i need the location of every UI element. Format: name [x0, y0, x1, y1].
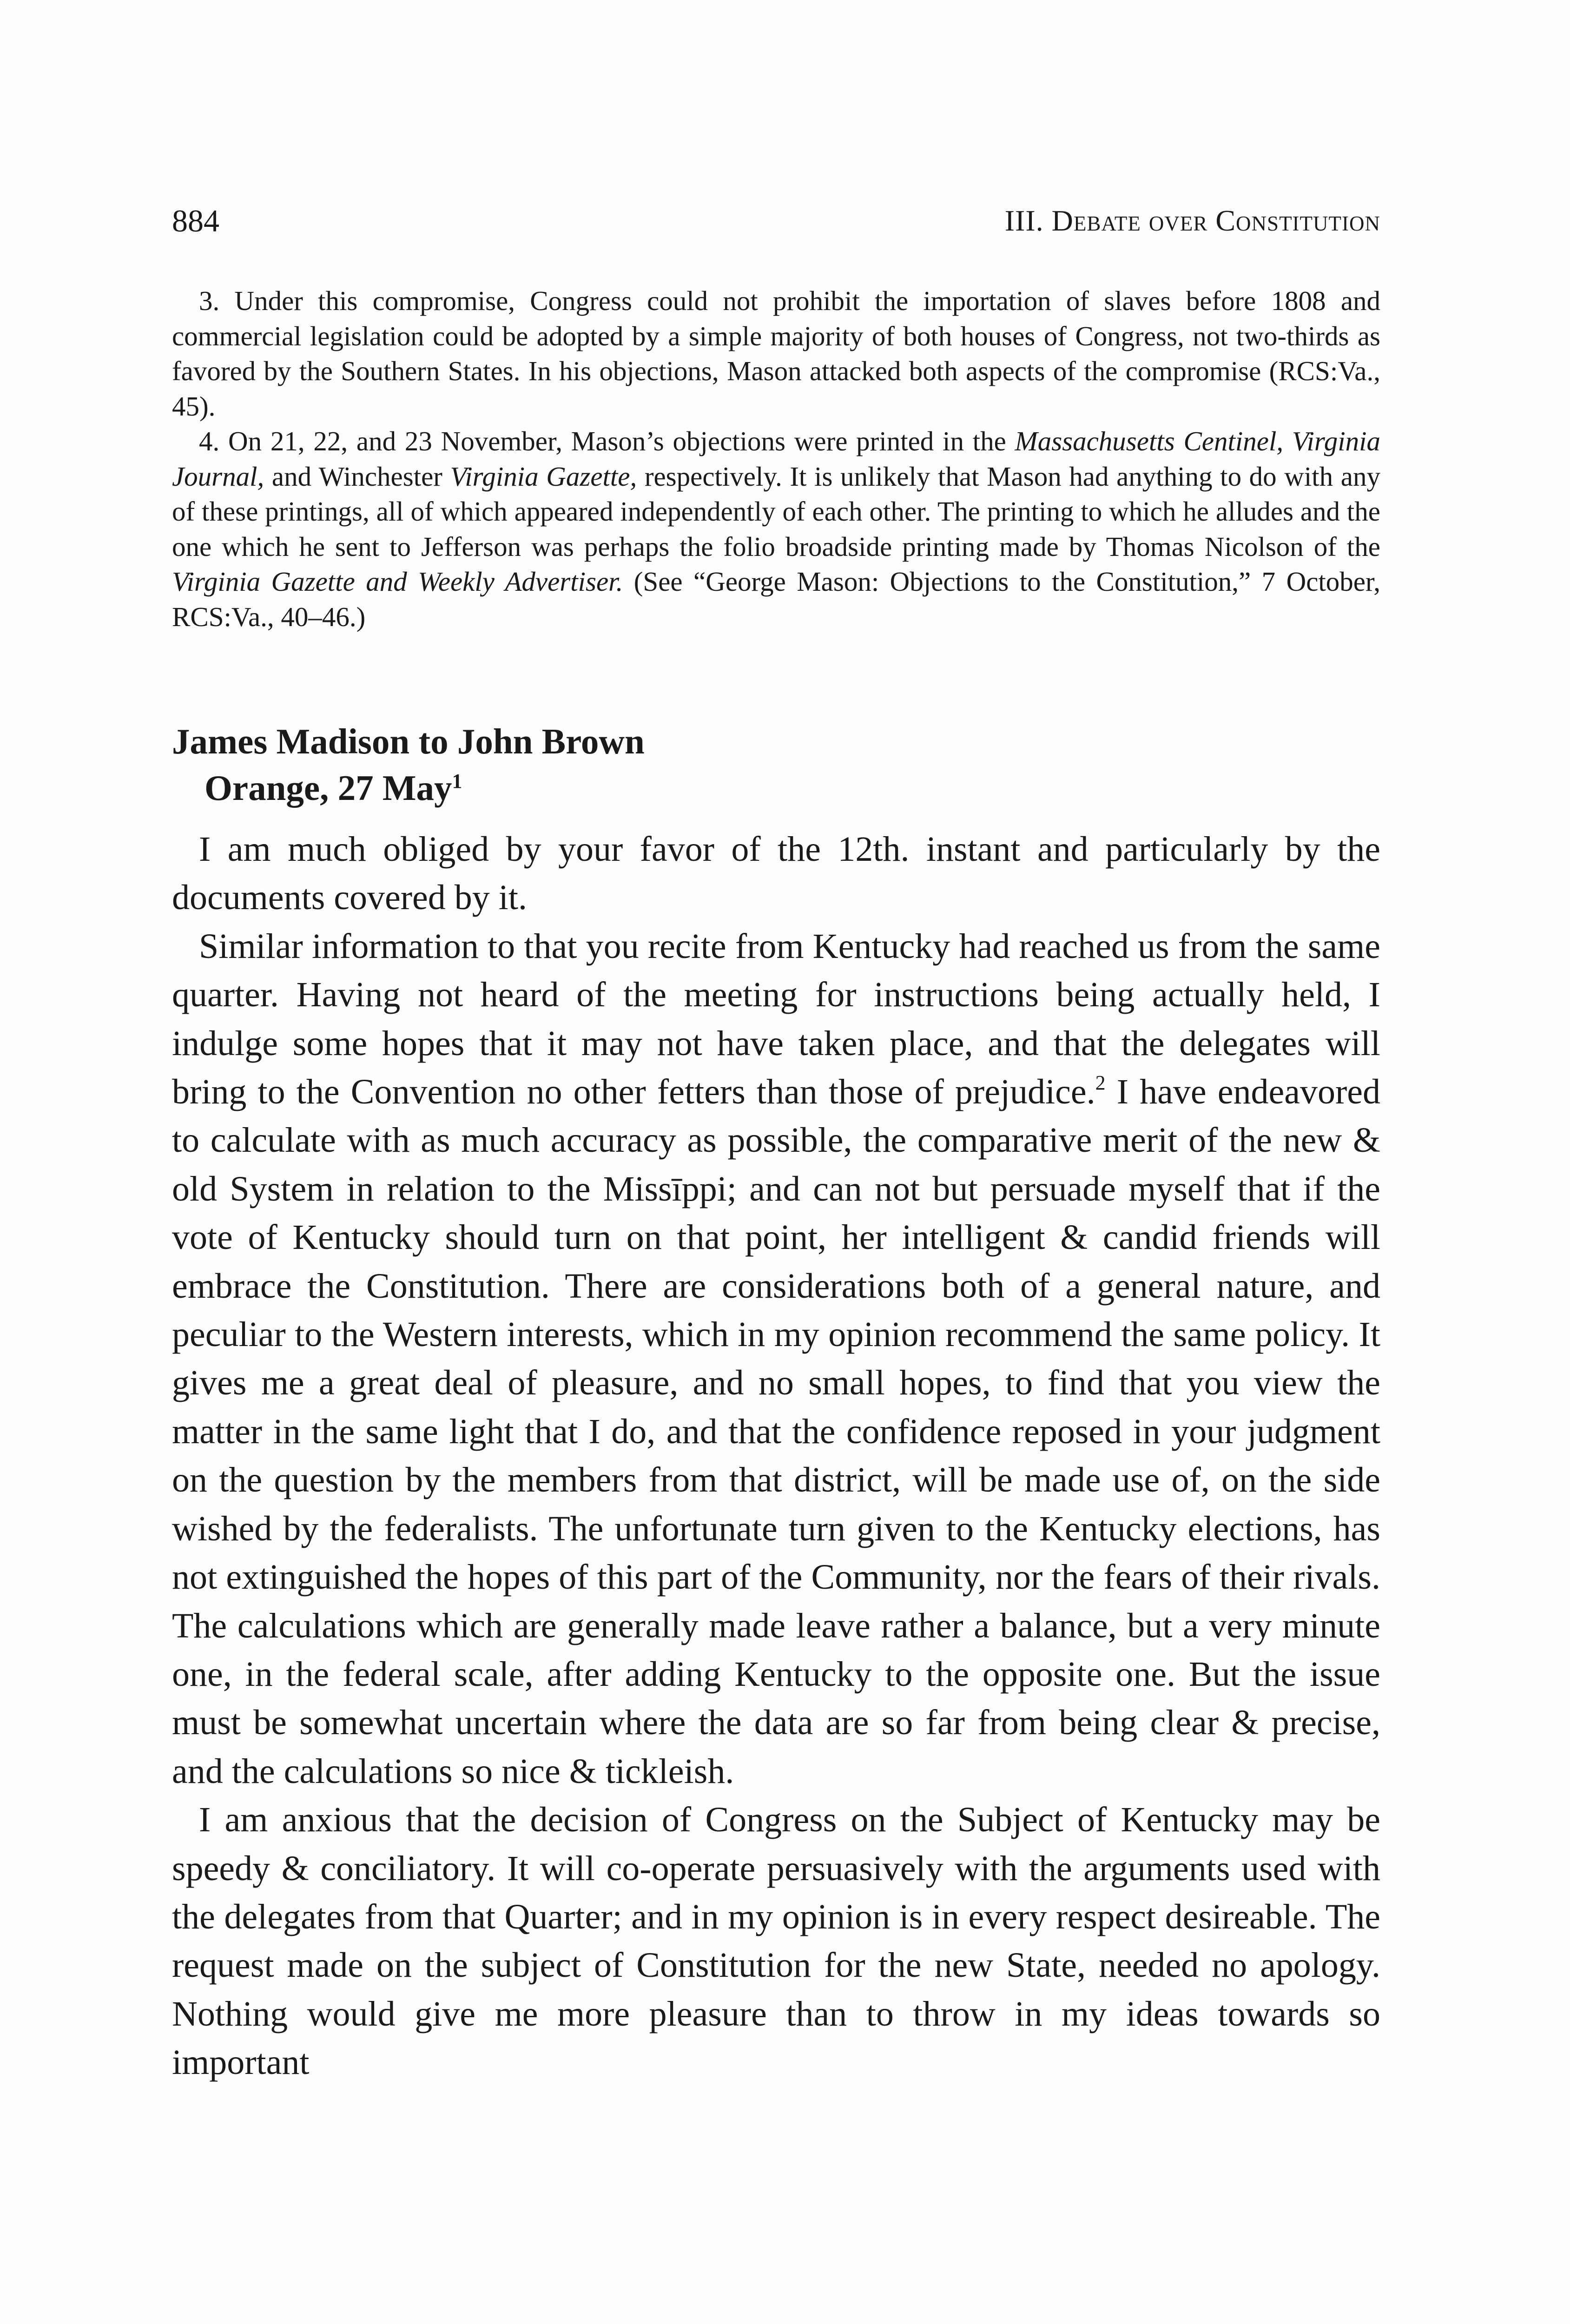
page-header	[172, 200, 1380, 251]
footnote-reference: 1	[452, 770, 462, 792]
footnote-4-text: and Winchester	[264, 461, 450, 492]
footnote-4	[172, 424, 1380, 634]
document-heading	[172, 718, 1380, 811]
place-date-text: Orange, 27 May	[204, 768, 452, 808]
paragraph-text: I have endeavored to calculate with as much accuracy as possible, the comparative merit of the new & old System in relation to the Missīppi; and can not but persuade myself that if the vote of Kentucky should turn on that point, her intelligent & candid friends will embrace the Constitution. There are considerations both of a general nature, and peculiar to the Western interests, which in my opinion recommend the same policy. It gives me a great deal of pleasure, and no small hopes, to find that you view the matter in the same light that I do, and that the confidence reposed in your judgment on the question by the members from that district, will be made use of, on the side wished by the federalists. The unfortunate turn given to the Kentucky elections, has not extinguished the hopes of this part of the Community, nor the fears of their rivals. The calculations which are generally made leave rather a balance, but a very minute one, in the federal scale, after adding Kentucky to the opposite one. But the issue must be somewhat uncertain where the data are so far from being clear & precise, and the calculations so nice & tickleish.	[172, 1072, 1381, 1791]
footnote-4-text: 4. On 21, 22, and 23 November, Mason’s objections were printed in the	[199, 426, 1015, 456]
footnote-4-italic-gazette: Virginia Gazette,	[450, 461, 637, 492]
running-head-word-over: over	[1148, 204, 1208, 237]
letter-paragraph-1: I am much obliged by your favor of the 12th. instant and particularly by the documents covered by it.	[172, 830, 1380, 918]
footnote-reference: 2	[1095, 1071, 1106, 1095]
footnotes-block	[172, 284, 1380, 634]
paragraph-text: Similar information to that you recite from Kentucky had reached us from the same quarter. Having not heard of the meeting for instructions being actually held, I indulge some hopes that it may not have taken place, and that the delegates will bring to the Convention no other fetters than those of prejudice.	[172, 926, 1380, 1112]
running-head	[1005, 200, 1380, 242]
page-number: 884	[172, 203, 219, 238]
running-head-word-debate: Debate	[1051, 204, 1141, 237]
footnote-4-text: (See “George Mason: Objections to the Constitution,” 7 October, RCS:Va., 40–46.)	[172, 566, 1380, 632]
footnote-4-italic-advertiser: Virginia Gazette and Weekly Advertiser.	[172, 566, 623, 597]
letter-paragraph-3: I am anxious that the decision of Congress on the Subject of Kentucky may be speedy & conciliatory. It will co-operate persuasively with the arguments used with the delegates from that Quarter; and in my opinion is in every respect desireable. The request made on the subject of Constitution for the new State, needed no apology. Nothing would give me more pleasure than to throw in my ideas towards so important	[172, 1800, 1380, 2082]
document-place-date	[172, 765, 1380, 811]
footnote-4-text: respectively. It is unlikely that Mason had anything to do with any of these printings, all of which appeared independently of each other. The printing to which he alludes and the one which he sent to Jefferson was perhaps the folio broadside printing made by Thomas Nicolson of the	[172, 461, 1380, 562]
footnote-4-italic-newspapers: Massachusetts Centinel, Virginia Journal,	[172, 426, 1380, 492]
letter-body	[172, 825, 1380, 2087]
document-title: James Madison to John Brown	[172, 721, 645, 761]
letter-paragraph-2	[172, 922, 1380, 1796]
running-head-word-constitution: Constitution	[1215, 204, 1380, 237]
footnote-3: 3. Under this compromise, Congress could not prohibit the importation of slaves before 1808 and commercial legislation could be adopted by a simple majority of both houses of Congress, not two-thirds as favored by the Southern States. In his objections, Mason attacked both aspects of the compromise (RCS:Va., 45).	[172, 285, 1380, 422]
running-head-numeral: III.	[1004, 204, 1052, 237]
